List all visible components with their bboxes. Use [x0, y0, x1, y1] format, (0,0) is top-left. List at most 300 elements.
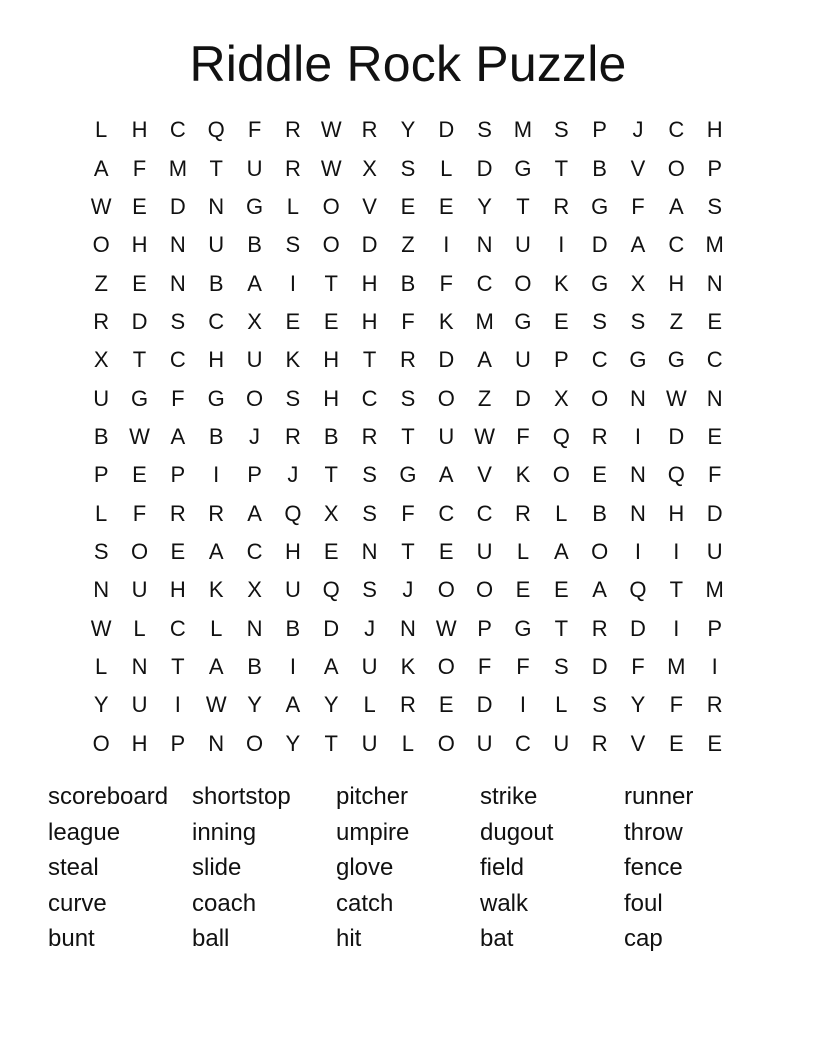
- grid-letter: R: [399, 347, 416, 373]
- grid-letter: S: [400, 155, 416, 181]
- grid-letter: H: [361, 308, 378, 334]
- grid-letter: F: [516, 423, 530, 449]
- grid-letter: W: [129, 423, 150, 449]
- word-list-item: foul: [624, 889, 663, 917]
- grid-letter: S: [362, 500, 377, 526]
- grid-letter: Z: [401, 232, 415, 258]
- grid-letter: Q: [629, 577, 647, 603]
- grid-letter: N: [630, 500, 646, 526]
- grid-letter: S: [553, 117, 569, 143]
- grid-letter: E: [132, 193, 147, 219]
- grid-letter: D: [438, 117, 455, 143]
- grid-letter: E: [707, 308, 723, 334]
- grid-letter: T: [324, 462, 338, 488]
- grid-letter: C: [438, 500, 455, 526]
- grid-letter: T: [554, 615, 569, 641]
- grid-letter: A: [668, 193, 684, 219]
- grid-letter: O: [130, 538, 149, 564]
- grid-letter: A: [630, 232, 646, 258]
- word-list-item: umpire: [336, 818, 410, 846]
- grid-letter: G: [514, 615, 532, 641]
- grid-letter: F: [171, 385, 185, 411]
- grid-letter: V: [630, 155, 646, 181]
- grid-letter: N: [131, 653, 148, 679]
- grid-letter: Y: [285, 730, 301, 756]
- grid-letter: O: [667, 155, 685, 181]
- word-list-item: ball: [192, 925, 230, 952]
- grid-letter: U: [361, 653, 378, 679]
- grid-letter: I: [711, 653, 718, 679]
- grid-letter: W: [90, 193, 112, 219]
- grid-letter: G: [207, 385, 225, 411]
- grid-letter: E: [707, 423, 723, 449]
- grid-letter: B: [247, 653, 262, 679]
- grid-letter: I: [289, 653, 296, 679]
- word-list-item: catch: [336, 889, 394, 917]
- grid-letter: V: [362, 193, 377, 219]
- grid-letter: R: [706, 692, 723, 718]
- grid-letter: L: [363, 692, 376, 718]
- grid-letter: S: [592, 692, 607, 718]
- grid-letter: R: [284, 423, 301, 449]
- grid-letter: Q: [207, 117, 225, 143]
- grid-letter: R: [399, 692, 416, 718]
- grid-letter: I: [673, 615, 680, 641]
- grid-letter: A: [323, 653, 339, 679]
- word-list-item: slide: [192, 854, 242, 881]
- grid-letter: V: [477, 462, 492, 488]
- grid-letter: U: [515, 347, 531, 373]
- grid-letter: J: [287, 462, 299, 488]
- grid-letter: P: [592, 117, 607, 143]
- grid-letter: O: [437, 653, 455, 679]
- grid-letter: S: [592, 308, 607, 334]
- grid-letter: C: [706, 347, 723, 373]
- grid-letter: X: [630, 270, 646, 296]
- grid-letter: M: [168, 155, 188, 181]
- grid-letter: P: [477, 615, 492, 641]
- grid-letter: X: [247, 308, 262, 334]
- grid-letter: O: [437, 730, 455, 756]
- grid-letter: H: [323, 385, 340, 411]
- grid-letter: C: [169, 117, 186, 143]
- grid-letter: N: [246, 615, 263, 641]
- grid-letter: N: [169, 270, 186, 296]
- word-list-item: glove: [336, 854, 394, 881]
- word-list-item: walk: [480, 889, 529, 917]
- grid-letter: D: [515, 385, 531, 411]
- grid-letter: E: [553, 308, 569, 334]
- grid-letter: C: [476, 500, 493, 526]
- grid-letter: A: [592, 577, 607, 603]
- grid-letter: N: [169, 232, 186, 258]
- word-list-item: steal: [48, 854, 99, 881]
- grid-letter: Y: [247, 692, 262, 718]
- grid-letter: G: [130, 385, 149, 411]
- grid-letter: N: [706, 385, 723, 411]
- grid-letter: N: [208, 730, 225, 756]
- grid-letter: F: [401, 500, 415, 526]
- grid-letter: A: [208, 538, 224, 564]
- word-list-item: pitcher: [336, 783, 409, 810]
- grid-letter: E: [323, 538, 339, 564]
- word-list: [48, 779, 768, 957]
- word-list-item: coach: [192, 889, 257, 917]
- grid-letter: X: [323, 500, 339, 526]
- grid-letter: E: [668, 730, 684, 756]
- grid-letter: O: [92, 232, 110, 258]
- grid-letter: D: [591, 653, 608, 679]
- grid-letter: Q: [284, 500, 302, 526]
- grid-letter: Z: [669, 308, 684, 334]
- grid-letter: U: [476, 730, 493, 756]
- grid-letter: B: [323, 423, 339, 449]
- grid-letter: G: [514, 308, 532, 334]
- grid-letter: O: [245, 385, 264, 411]
- grid-letter: U: [131, 577, 148, 603]
- grid-letter: E: [438, 692, 454, 718]
- grid-letter: G: [591, 193, 609, 219]
- grid-letter: G: [245, 193, 264, 219]
- grid-letter: W: [435, 615, 457, 641]
- grid-letter: M: [667, 653, 686, 679]
- grid-letter: R: [361, 117, 378, 143]
- grid-letter: C: [208, 308, 225, 334]
- grid-letter: M: [475, 308, 494, 334]
- grid-letter: U: [208, 232, 225, 258]
- grid-letter: Z: [477, 385, 492, 411]
- grid-letter: O: [591, 538, 609, 564]
- grid-letter: E: [132, 462, 147, 488]
- word-list-item: shortstop: [192, 783, 291, 810]
- grid-letter: R: [208, 500, 225, 526]
- grid-letter: A: [93, 155, 109, 181]
- grid-letter: E: [707, 730, 723, 756]
- grid-letter: B: [93, 423, 109, 449]
- grid-letter: A: [285, 692, 301, 718]
- grid-letter: R: [591, 615, 608, 641]
- grid-letter: E: [438, 193, 454, 219]
- grid-letter: M: [705, 577, 724, 603]
- grid-letter: C: [476, 270, 493, 296]
- grid-letter: W: [474, 423, 495, 449]
- grid-letter: U: [361, 730, 378, 756]
- grid-letter: O: [92, 730, 110, 756]
- grid-letter: U: [246, 347, 263, 373]
- grid-letter: E: [400, 193, 416, 219]
- grid-letter: B: [247, 232, 262, 258]
- grid-letter: F: [132, 155, 147, 181]
- grid-letter: F: [669, 692, 684, 718]
- grid-letter: L: [516, 538, 530, 564]
- page-title: Riddle Rock Puzzle: [189, 36, 627, 92]
- grid-letter: Y: [477, 193, 492, 219]
- grid-letter: C: [169, 347, 186, 373]
- grid-letter: R: [169, 500, 186, 526]
- grid-letter: I: [634, 423, 642, 449]
- grid-letter: B: [592, 155, 607, 181]
- grid-letter: E: [285, 308, 301, 334]
- grid-letter: P: [247, 462, 262, 488]
- grid-letter: Z: [94, 270, 108, 296]
- grid-letter: L: [401, 730, 415, 756]
- grid-letter: C: [668, 117, 685, 143]
- grid-letter: C: [169, 615, 186, 641]
- grid-letter: D: [323, 615, 340, 641]
- grid-letter: T: [669, 577, 684, 603]
- grid-letter: Y: [93, 692, 109, 718]
- grid-letter: K: [553, 270, 569, 296]
- grid-letter: I: [174, 692, 181, 718]
- grid-letter: C: [515, 730, 531, 756]
- grid-letter: I: [443, 232, 450, 258]
- grid-letter: D: [591, 232, 608, 258]
- grid-letter: F: [401, 308, 415, 334]
- grid-letter: S: [93, 538, 109, 564]
- grid-letter: G: [629, 347, 647, 373]
- grid-letter: H: [284, 538, 301, 564]
- grid-letter: H: [361, 270, 378, 296]
- grid-letter: R: [591, 730, 608, 756]
- word-list-item: scoreboard: [48, 783, 169, 810]
- grid-letter: W: [320, 117, 342, 143]
- grid-letter: U: [131, 692, 148, 718]
- grid-letter: P: [170, 730, 186, 756]
- grid-letter: M: [705, 232, 724, 258]
- grid-letter: K: [515, 462, 531, 488]
- grid-letter: U: [284, 577, 301, 603]
- grid-letter: F: [707, 462, 722, 488]
- grid-letter: W: [205, 692, 227, 718]
- grid-letter: S: [707, 193, 723, 219]
- grid-letter: P: [93, 462, 109, 488]
- grid-letter: T: [401, 538, 415, 564]
- grid-letter: Y: [400, 117, 416, 143]
- grid-letter: B: [208, 270, 224, 296]
- grid-letter: P: [170, 462, 186, 488]
- grid-letter: M: [513, 117, 533, 143]
- grid-letter: V: [630, 730, 646, 756]
- grid-letter: S: [400, 385, 416, 411]
- grid-letter: R: [591, 423, 608, 449]
- grid-letter: B: [285, 615, 301, 641]
- grid-letter: D: [476, 692, 493, 718]
- grid-letter: O: [437, 385, 455, 411]
- word-list-item: bunt: [48, 925, 95, 952]
- grid-letter: R: [93, 308, 110, 334]
- grid-letter: N: [399, 615, 416, 641]
- grid-letter: G: [667, 347, 685, 373]
- grid-letter: L: [210, 615, 223, 641]
- grid-letter: E: [132, 270, 147, 296]
- grid-letter: K: [208, 577, 224, 603]
- grid-letter: S: [285, 385, 301, 411]
- word-list-item: curve: [48, 889, 107, 917]
- grid-letter: P: [707, 615, 723, 641]
- grid-letter: K: [438, 308, 454, 334]
- grid-letter: N: [706, 270, 723, 296]
- grid-letter: L: [555, 692, 568, 718]
- grid-letter: H: [668, 270, 685, 296]
- word-list-item: fence: [624, 854, 683, 881]
- grid-letter: O: [322, 232, 340, 258]
- grid-letter: D: [706, 500, 723, 526]
- grid-letter: I: [289, 270, 296, 296]
- grid-letter: B: [400, 270, 416, 296]
- word-list-item: runner: [624, 783, 694, 810]
- grid-letter: U: [246, 155, 263, 181]
- grid-letter: H: [668, 500, 685, 526]
- grid-letter: C: [246, 538, 263, 564]
- grid-letter: W: [320, 155, 342, 181]
- grid-letter: E: [553, 577, 569, 603]
- grid-letter: X: [362, 155, 377, 181]
- grid-letter: Y: [323, 692, 339, 718]
- word-list-item: strike: [480, 783, 538, 810]
- grid-letter: E: [592, 462, 607, 488]
- grid-letter: D: [476, 155, 493, 181]
- word-list-item: inning: [192, 818, 257, 846]
- grid-letter: R: [361, 423, 378, 449]
- word-list-item: hit: [336, 925, 362, 952]
- grid-letter: N: [476, 232, 493, 258]
- grid-letter: D: [131, 308, 148, 334]
- grid-letter: E: [170, 538, 186, 564]
- grid-letter: G: [399, 462, 417, 488]
- grid-letter: U: [706, 538, 723, 564]
- grid-letter: T: [401, 423, 415, 449]
- grid-letter: S: [362, 577, 377, 603]
- grid-letter: N: [208, 193, 225, 219]
- grid-letter: Q: [552, 423, 570, 449]
- grid-letter: O: [552, 462, 570, 488]
- grid-letter: Y: [630, 692, 646, 718]
- word-list-item: cap: [624, 925, 663, 952]
- grid-letter: C: [361, 385, 378, 411]
- grid-letter: N: [630, 385, 646, 411]
- grid-letter: J: [249, 423, 261, 449]
- grid-letter: O: [514, 270, 532, 296]
- grid-letter: S: [630, 308, 646, 334]
- grid-letter: E: [323, 308, 339, 334]
- grid-letter: D: [668, 423, 685, 449]
- grid-letter: I: [673, 538, 680, 564]
- grid-letter: T: [516, 193, 530, 219]
- grid-letter: B: [592, 500, 607, 526]
- grid-letter: A: [438, 462, 454, 488]
- grid-letter: W: [90, 615, 112, 641]
- word-list-item: bat: [480, 925, 514, 952]
- grid-letter: R: [515, 500, 531, 526]
- grid-letter: H: [208, 347, 225, 373]
- grid-letter: F: [477, 653, 492, 679]
- grid-letter: J: [402, 577, 414, 603]
- grid-letter: E: [438, 538, 454, 564]
- grid-letter: U: [93, 385, 110, 411]
- grid-letter: L: [286, 193, 300, 219]
- grid-letter: T: [209, 155, 223, 181]
- grid-letter: G: [591, 270, 609, 296]
- grid-letter: I: [213, 462, 220, 488]
- grid-letter: R: [284, 155, 301, 181]
- letter-grid: [82, 111, 734, 763]
- grid-letter: X: [93, 347, 109, 373]
- grid-letter: R: [284, 117, 301, 143]
- grid-letter: H: [169, 577, 186, 603]
- word-list-item: league: [48, 818, 121, 846]
- grid-letter: I: [634, 538, 642, 564]
- grid-letter: U: [553, 730, 570, 756]
- grid-letter: C: [591, 347, 608, 373]
- grid-letter: S: [477, 117, 492, 143]
- grid-letter: F: [631, 193, 645, 219]
- grid-letter: O: [322, 193, 340, 219]
- grid-letter: H: [323, 347, 340, 373]
- grid-letter: L: [95, 653, 108, 679]
- grid-letter: X: [553, 385, 569, 411]
- grid-letter: U: [476, 538, 493, 564]
- grid-letter: F: [132, 500, 147, 526]
- grid-letter: A: [553, 538, 569, 564]
- grid-letter: C: [668, 232, 685, 258]
- grid-letter: G: [514, 155, 532, 181]
- grid-letter: A: [170, 423, 186, 449]
- grid-letter: F: [516, 653, 530, 679]
- word-list-item: field: [480, 854, 525, 881]
- grid-letter: Q: [667, 462, 685, 488]
- grid-letter: U: [438, 423, 455, 449]
- grid-letter: U: [515, 232, 531, 258]
- grid-letter: B: [208, 423, 224, 449]
- grid-letter: K: [285, 347, 301, 373]
- grid-letter: X: [247, 577, 262, 603]
- grid-letter: P: [707, 155, 723, 181]
- grid-letter: A: [247, 270, 262, 296]
- word-list-item: throw: [624, 818, 683, 846]
- grid-letter: H: [131, 730, 148, 756]
- grid-letter: S: [362, 462, 377, 488]
- grid-letter: L: [440, 155, 453, 181]
- grid-letter: L: [95, 500, 108, 526]
- grid-letter: T: [171, 653, 185, 679]
- grid-letter: P: [553, 347, 569, 373]
- grid-letter: E: [515, 577, 531, 603]
- grid-letter: F: [247, 117, 262, 143]
- grid-letter: N: [361, 538, 378, 564]
- grid-letter: Q: [322, 577, 340, 603]
- grid-letter: D: [438, 347, 455, 373]
- grid-letter: F: [631, 653, 645, 679]
- word-list-item: dugout: [480, 818, 554, 846]
- grid-letter: O: [591, 385, 609, 411]
- grid-letter: L: [95, 117, 108, 143]
- grid-letter: W: [665, 385, 687, 411]
- grid-letter: J: [364, 615, 376, 641]
- grid-letter: O: [245, 730, 264, 756]
- grid-letter: H: [131, 117, 148, 143]
- grid-letter: K: [400, 653, 416, 679]
- grid-letter: T: [554, 155, 569, 181]
- grid-letter: A: [477, 347, 492, 373]
- grid-letter: R: [553, 193, 570, 219]
- grid-letter: A: [247, 500, 262, 526]
- grid-letter: T: [362, 347, 377, 373]
- grid-letter: S: [170, 308, 186, 334]
- grid-letter: I: [519, 692, 527, 718]
- grid-letter: T: [324, 270, 338, 296]
- grid-letter: F: [439, 270, 453, 296]
- grid-letter: D: [169, 193, 186, 219]
